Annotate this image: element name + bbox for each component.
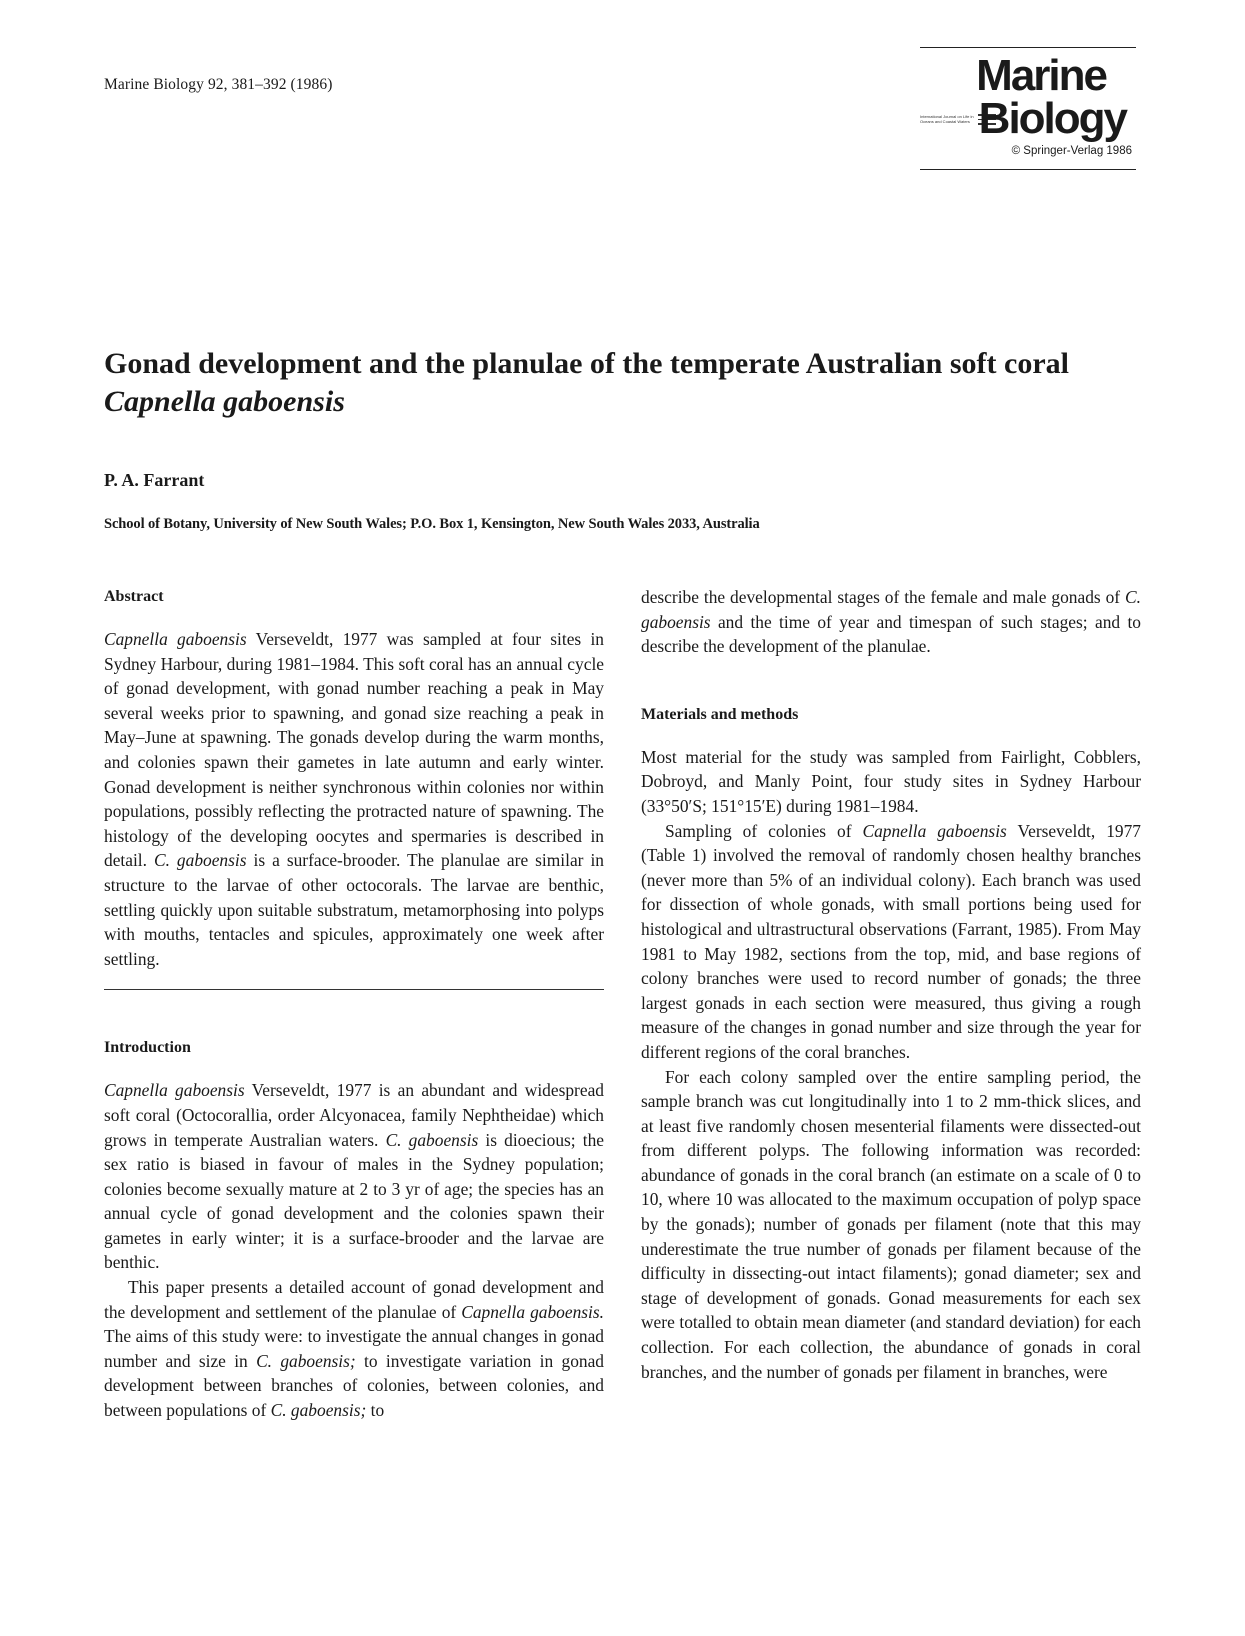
title-text: Gonad development and the planulae of the temperate Australian soft coral bbox=[104, 347, 1069, 380]
introduction-continued: describe the developmental stages of the female and male gonads of C. gaboensis and the time of year and timespan of such stages; and to describe the development of the planulae. bbox=[641, 587, 1141, 657]
introduction-paragraph-2: This paper presents a detailed account of gonad development and the development and settlement of the planulae of Capnella gaboensis. The aims of this study were: to investigate the annual changes in gonad number and size in C. gaboensis; to investigate variation in gonad development between branches of colonies, between colonies, and between populations of C. gaboensis; to bbox=[104, 1277, 604, 1421]
logo-word-marine: Marine bbox=[976, 51, 1106, 100]
abstract-text: Capnella gaboensis Verseveldt, 1977 was sampled at four sites in Sydney Harbour, during 1981–1984. This soft coral has an annual cycle of gonad development, with gonad number reaching a peak in May several weeks prior to spawning, and gonad size reaching a peak in May–June at spawning. The gonads develop during the warm months, and colonies spawn their gametes in late autumn and early winter. Gonad development is neither synchronous within colonies nor within populations, possibly reflecting the protracted nature of spawning. The histology of the developing oocytes and spermaries is described in detail. C. gaboensis is a surface-brooder. The planulae are similar in structure to the larvae of other octocorals. The larvae are benthic, settling quickly upon suitable substratum, metamorphosing into polyps with mouths, tentacles and spicules, approximately one week after settling. bbox=[104, 629, 604, 969]
methods-paragraph-1: Most material for the study was sampled from Fairlight, Cobblers, Dobroyd, and Manly Point, four study sites in Sydney Harbour (33°50′S; 151°15′E) during 1981–1984. bbox=[641, 746, 1141, 816]
introduction-heading: Introduction bbox=[104, 1039, 191, 1057]
title-species: Capnella gaboensis bbox=[104, 385, 345, 418]
methods-paragraph-3: For each colony sampled over the entire sampling period, the sample branch was cut longitudinally into 1 to 2 mm-thick slices, and at least five randomly chosen mesenterial filaments were dissected-out from different polyps. The following information was recorded: abundance of gonads in the coral branch (an estimate on a scale of 0 to 10, where 10 was allocated to the maximum occupation of polyp space by the gonads); number of gonads per filament (note that this may underestimate the true number of gonads per filament because of the difficulty in dissecting-out intact filaments); gonad diameter; sex and stage of development of gonads. Gonad measurements for each sex were totalled to obtain mean diameter (and standard deviation) for each collection. For each collection, the abundance of gonads in coral branches, and the number of gonads per filament in branches, were bbox=[641, 1066, 1141, 1382]
copyright-notice: © Springer-Verlag 1986 bbox=[1011, 145, 1132, 157]
left-column bbox=[104, 585, 604, 1423]
logo-top-rule bbox=[920, 47, 1136, 48]
author-affiliation: School of Botany, University of New South Wales; P.O. Box 1, Kensington, New South Wales 2033, Australia bbox=[104, 516, 760, 532]
abstract-heading: Abstract bbox=[104, 588, 164, 605]
paper-title bbox=[104, 345, 1104, 421]
journal-logo bbox=[920, 47, 1136, 172]
right-column bbox=[641, 585, 1141, 1384]
author-name: P. A. Farrant bbox=[104, 470, 205, 490]
logo-subtitle: International Journal on Life in Oceans and Coastal Waters bbox=[920, 114, 974, 124]
logo-word-biology: Biology bbox=[978, 94, 1126, 143]
journal-citation: Marine Biology 92, 381–392 (1986) bbox=[104, 76, 333, 93]
methods-heading: Materials and methods bbox=[641, 705, 799, 723]
logo-bottom-rule bbox=[920, 169, 1136, 170]
methods-paragraph-2: Sampling of colonies of Capnella gaboensis Verseveldt, 1977 (Table 1) involved the removal of randomly chosen healthy branches (never more than 5% of an individual colony). Each branch was used for dissection of whole gonads, with small portions being used for histological and ultrastructural observations (Farrant, 1985). From May 1981 to May 1982, sections from the top, mid, and base regions of colony branches were used to record number of gonads; the three largest gonads in each section were measured, thus giving a rough measure of the changes in gonad number and size through the year for different regions of the coral branches. bbox=[641, 820, 1141, 1062]
introduction-paragraph-1: Capnella gaboensis Verseveldt, 1977 is an abundant and widespread soft coral (Octocorallia, order Alcyonacea, family Nephtheidae) which grows in temperate Australian waters. C. gaboensis is dioecious; the sex ratio is biased in favour of males in the Sydney population; colonies become sexually mature at 2 to 3 yr of age; the species has an annual cycle of gonad development and the colonies spawn their gametes in early winter; it is a surface-brooder and the larvae are benthic. bbox=[104, 1080, 605, 1273]
